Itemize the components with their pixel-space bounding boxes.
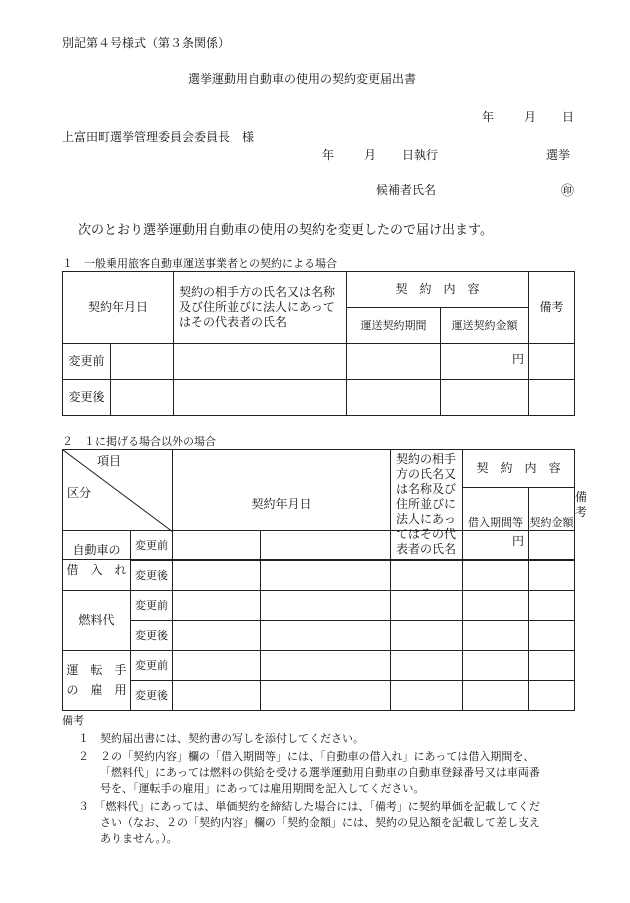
s2-header-content: 契 約 内 容 xyxy=(463,450,575,488)
s2-car-after-date xyxy=(173,561,261,591)
candidate-label: 候補者氏名 xyxy=(376,183,437,197)
s2-driver-before-label: 変更前 xyxy=(131,651,173,681)
date-day: 日 xyxy=(562,110,575,124)
s2-header-period: 借入期間等 xyxy=(463,487,529,559)
election-label: 選挙 xyxy=(546,148,571,162)
s1-after-date xyxy=(111,380,174,416)
s2-driver-after-label: 変更後 xyxy=(131,681,173,711)
s1-before-party xyxy=(174,344,347,380)
s2-fuel-after-date xyxy=(173,621,261,651)
s1-row-before-label: 変更前 xyxy=(63,344,111,380)
page-title: 選挙運動用自動車の使用の契約変更届出書 xyxy=(188,72,417,86)
s2-cat-car xyxy=(63,531,131,591)
s2-fuel-after-period xyxy=(391,621,463,651)
s2-car-before-label: 変更前 xyxy=(131,531,173,561)
s2-car-after-label: 変更後 xyxy=(131,561,173,591)
s2-fuel-after-amount xyxy=(463,621,529,651)
addressee: 上富田町選挙管理委員会委員長 様 xyxy=(62,130,255,144)
s2-fuel-after-remarks xyxy=(529,621,575,651)
s1-before-date xyxy=(111,344,174,380)
exec-month: 月 xyxy=(364,148,377,162)
s2-fuel-before-date xyxy=(173,591,261,621)
s2-driver-after xyxy=(63,681,575,711)
s2-driver-after-party xyxy=(261,681,391,711)
form-label: 別記第４号様式（第３条関係） xyxy=(62,36,231,50)
s2-car-after-period xyxy=(391,561,463,591)
s2-fuel-before-party xyxy=(261,591,391,621)
s2-cat-car-line1: 自動車の xyxy=(72,543,121,558)
section2-body xyxy=(62,530,575,711)
s2-fuel-before-label: 変更前 xyxy=(131,591,173,621)
s1-before-remarks xyxy=(529,344,575,380)
s2-cat-driver xyxy=(63,651,131,711)
exec-day: 日執行 xyxy=(402,148,439,162)
s2-driver-before-date xyxy=(173,651,261,681)
s2-fuel-after-party xyxy=(261,621,391,651)
s2-cat-fuel: 燃料代 xyxy=(63,591,131,651)
s2-car-before-period xyxy=(391,531,463,561)
s1-header-party: 契約の相手方の氏名又は名称及び住所並びに法人にあってはその代表者の氏名 xyxy=(174,272,347,344)
s1-row-after-label: 変更後 xyxy=(63,380,111,416)
note-1: １ 契約届出書には、契約書の写しを添付してください。 xyxy=(78,732,364,745)
s1-after-party xyxy=(174,380,347,416)
seal-mark: ㊞ xyxy=(561,184,575,199)
s1-row-after xyxy=(63,380,575,416)
s2-header-amount: 契約金額 xyxy=(529,487,575,559)
s2-driver-after-date xyxy=(173,681,261,711)
s2-driver-before-party xyxy=(261,651,391,681)
s2-fuel-before-period xyxy=(391,591,463,621)
section1-table xyxy=(62,271,575,416)
s2-car-before xyxy=(63,531,575,561)
s1-before-period xyxy=(347,344,441,380)
s2-driver-before-remarks xyxy=(529,651,575,681)
section2-heading: ２ １に掲げる場合以外の場合 xyxy=(62,435,216,448)
note-2-line1: ２ ２の「契約内容」欄の「借入期間等」には、「自動車の借入れ」にあっては借入期間を、 xyxy=(78,750,535,763)
s1-after-amount xyxy=(441,380,529,416)
s1-header-period: 運送契約期間 xyxy=(347,308,441,344)
s2-car-before-amount: 円 xyxy=(463,531,529,561)
s2-fuel-before xyxy=(63,591,575,621)
s2-car-before-party xyxy=(261,531,391,561)
s2-driver-before-period xyxy=(391,651,463,681)
s2-car-after-remarks xyxy=(529,561,575,591)
date-year: 年 xyxy=(482,110,495,124)
s1-after-period xyxy=(347,380,441,416)
s2-car-after-party xyxy=(261,561,391,591)
s1-header-amount: 運送契約金額 xyxy=(441,308,529,344)
s2-driver-after-period xyxy=(391,681,463,711)
s1-row-before xyxy=(63,344,575,380)
s2-fuel-before-amount xyxy=(463,591,529,621)
s2-diag-item: 項目 xyxy=(97,454,122,468)
section2-table: 項目 区分 契約年月日 契約の相手方の氏名又は名称及び住所並びに法人にあってはその代表者の氏名 契 約 内 容 備考 借入期間等 契約金額 xyxy=(62,449,575,560)
s2-fuel-after xyxy=(63,621,575,651)
section1-heading: １ 一般乗用旅客自動車運送事業者との契約による場合 xyxy=(62,257,337,270)
s1-header-date: 契約年月日 xyxy=(63,272,174,344)
s2-car-before-date xyxy=(173,531,261,561)
note-3-line2: さい（なお、２の「契約内容」欄の「契約金額」には、契約の見込額を記載して差し支え xyxy=(100,816,540,829)
s1-header-remarks: 備考 xyxy=(529,272,575,344)
note-2-line2: 「燃料代」にあっては燃料の供給を受ける選挙運動用自動車の自動車登録番号又は車両番 xyxy=(100,766,540,779)
notes-heading: 備考 xyxy=(62,714,84,727)
s2-car-after xyxy=(63,561,575,591)
note-3-line3: ありません。）。 xyxy=(100,832,178,845)
s2-car-before-remarks xyxy=(529,531,575,561)
s1-after-remarks xyxy=(529,380,575,416)
exec-year: 年 xyxy=(322,148,335,162)
s2-header-party: 契約の相手方の氏名又は名称及び住所並びに法人にあってはその代表者の氏名 xyxy=(391,450,463,560)
intro-text: 次のとおり選挙運動用自動車の使用の契約を変更したので届け出ます。 xyxy=(78,223,493,238)
s2-diag-category: 区分 xyxy=(67,486,92,500)
s2-header-date: 契約年月日 xyxy=(173,450,391,560)
s2-fuel-before-remarks xyxy=(529,591,575,621)
note-3-line1: ３ 「燃料代」にあっては、単価契約を締結した場合には、「備考」に契約単価を記載してくだ xyxy=(78,800,540,813)
date-month: 月 xyxy=(524,110,537,124)
note-2-line3: 号を、「運転手の雇用」にあっては雇用期間を記入してください。 xyxy=(100,782,425,795)
s2-driver-before-amount xyxy=(463,651,529,681)
s2-driver-before xyxy=(63,651,575,681)
s1-header-content: 契 約 内 容 xyxy=(347,272,529,308)
s1-before-amount: 円 xyxy=(441,344,529,380)
s2-cat-car-line2: 借 入 れ xyxy=(66,562,127,577)
s2-driver-after-amount xyxy=(463,681,529,711)
s2-driver-after-remarks xyxy=(529,681,575,711)
s2-fuel-after-label: 変更後 xyxy=(131,621,173,651)
s2-car-after-amount xyxy=(463,561,529,591)
s2-cat-driver-line1: 運 転 手 xyxy=(66,663,127,678)
s2-cat-driver-line2: の 雇 用 xyxy=(66,682,127,697)
